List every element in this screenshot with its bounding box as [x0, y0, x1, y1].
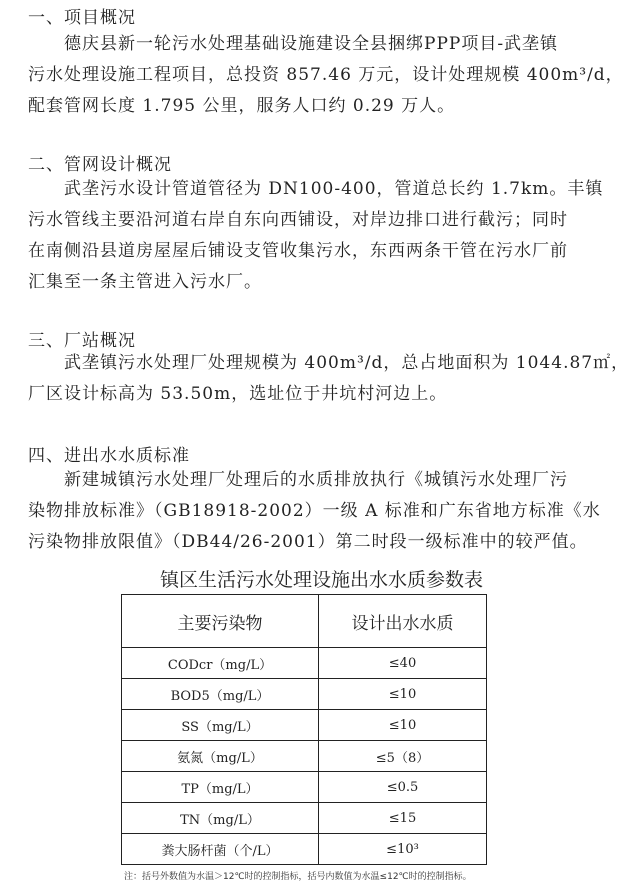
table-row	[122, 803, 487, 834]
paragraph-line: 污染物排放限值》（DB44/26-2001）第二时段一级标准中的较严值。	[28, 532, 588, 552]
pollutant-cell: 粪大肠杆菌（个/L）	[122, 834, 319, 865]
table-row	[122, 679, 487, 710]
paragraph-line: 在南侧沿县道房屋屋后铺设支管收集污水，东西两条干管在污水厂前	[28, 241, 568, 261]
paragraph-line: 污水管线主要沿河道右岸自东向西铺设，对岸边排口进行截污；同时	[28, 210, 568, 230]
section-body-pipe-network	[28, 174, 604, 298]
value-cell: ≤5（8）	[319, 741, 487, 772]
pollutant-cell: CODcr（mg/L）	[122, 648, 319, 679]
pollutant-cell: TP（mg/L）	[122, 772, 319, 803]
table-footnote: 注：括号外数值为水温＞12℃时的控制指标，括号内数值为水温≤12℃时的控制指标。	[124, 872, 472, 882]
value-cell: ≤10	[319, 710, 487, 741]
pollutant-cell: 氨氮（mg/L）	[122, 741, 319, 772]
section-body-plant-overview	[28, 348, 630, 410]
table-row	[122, 834, 487, 865]
header-pollutant: 主要污染物	[122, 595, 319, 648]
section-title-plant-overview: 三、厂站概况	[28, 331, 136, 351]
section-body-project-overview	[28, 29, 624, 122]
value-cell: ≤0.5	[319, 772, 487, 803]
table-row	[122, 772, 487, 803]
table-title: 镇区生活污水处理设施出水水质参数表	[159, 569, 483, 591]
value-cell: ≤10³	[319, 834, 487, 865]
paragraph-line: 染物排放标准》（GB18918-2002）一级 A 标准和广东省地方标准《水	[28, 501, 601, 521]
pollutant-cell: TN（mg/L）	[122, 803, 319, 834]
section-title-water-quality: 四、进出水水质标准	[28, 446, 190, 466]
pollutant-cell: BOD5（mg/L）	[122, 679, 319, 710]
table-row	[122, 710, 487, 741]
paragraph-line: 武垄镇污水处理厂处理规模为 400m³/d，总占地面积为 1044.87㎡，	[64, 353, 630, 373]
section-title-pipe-network: 二、管网设计概况	[28, 155, 172, 175]
value-cell: ≤40	[319, 648, 487, 679]
section-title-project-overview: 一、项目概况	[28, 8, 136, 28]
table-header-row	[122, 595, 487, 648]
paragraph-line: 武垄污水设计管道管径为 DN100-400，管道总长约 1.7km。丰镇	[64, 179, 604, 199]
paragraph-line: 污水处理设施工程项目，总投资 857.46 万元，设计处理规模 400m³/d，	[28, 65, 624, 85]
header-effluent-quality: 设计出水水质	[319, 595, 487, 648]
value-cell: ≤15	[319, 803, 487, 834]
section-body-water-quality	[28, 465, 601, 558]
paragraph-line: 新建城镇污水处理厂处理后的水质排放执行《城镇污水处理厂污	[64, 470, 568, 490]
water-quality-table	[121, 594, 487, 865]
paragraph-line: 德庆县新一轮污水处理基础设施建设全县捆绑PPP项目-武垄镇	[64, 34, 559, 54]
value-cell: ≤10	[319, 679, 487, 710]
paragraph-line: 配套管网长度 1.795 公里，服务人口约 0.29 万人。	[28, 96, 456, 116]
paragraph-line: 汇集至一条主管进入污水厂。	[28, 272, 262, 292]
table-row	[122, 648, 487, 679]
table-row	[122, 741, 487, 772]
paragraph-line: 厂区设计标高为 53.50m，选址位于井坑村河边上。	[28, 384, 448, 404]
pollutant-cell: SS（mg/L）	[122, 710, 319, 741]
